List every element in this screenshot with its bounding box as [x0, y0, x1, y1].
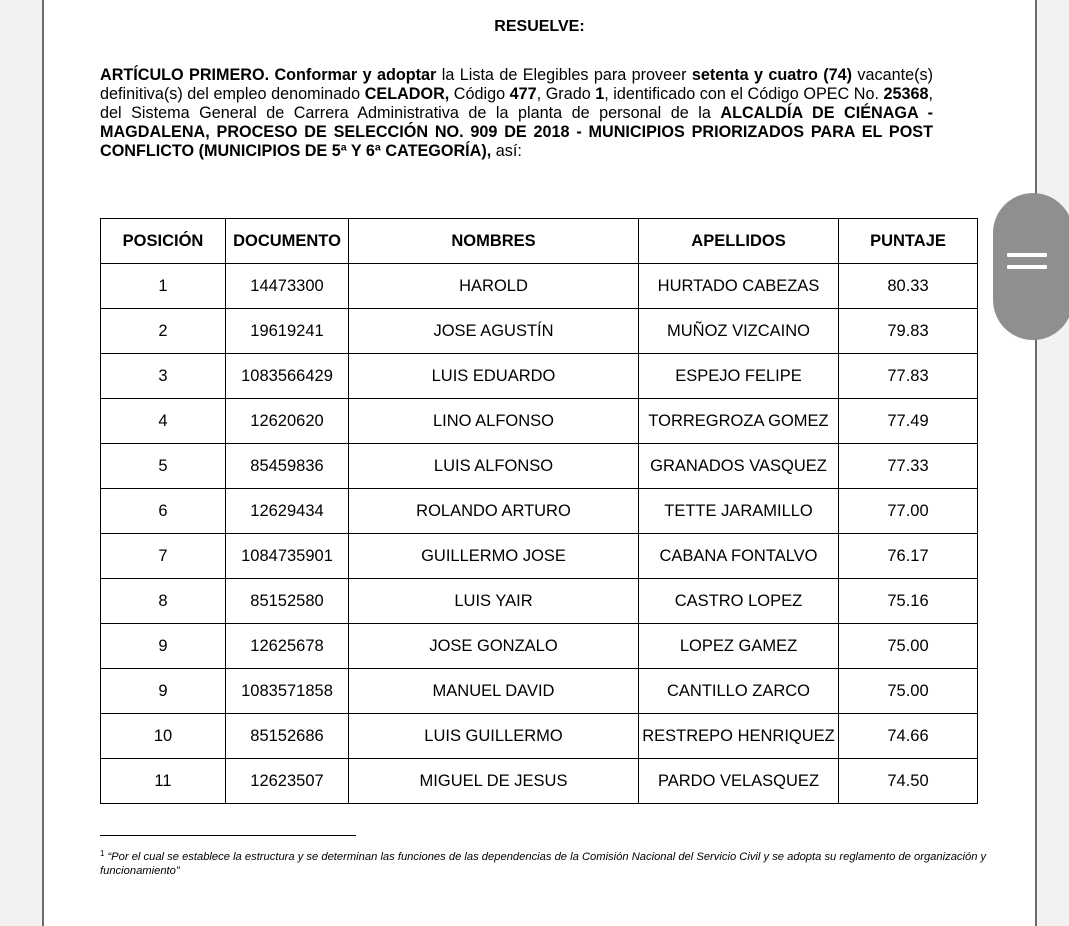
- cell-documento: 12629434: [226, 489, 349, 534]
- cell-apellidos: CABANA FONTALVO: [639, 534, 839, 579]
- table-row: [101, 264, 978, 309]
- cell-apellidos: PARDO VELASQUEZ: [639, 759, 839, 804]
- cell-apellidos: CANTILLO ZARCO: [639, 669, 839, 714]
- cell-puntaje: 77.83: [839, 354, 978, 399]
- cell-posicion: 4: [101, 399, 226, 444]
- footnote-text: “Por el cual se establece la estructura y se determinan las funciones de las dependencias de la Comisión Nacional del Servicio Civil y se adopta su reglamento de organización y funcionamiento”: [100, 851, 987, 877]
- article-text: vacante(s) definitiva(s) del empleo denominado: [100, 66, 933, 103]
- cell-puntaje: 76.17: [839, 534, 978, 579]
- table-row: [101, 309, 978, 354]
- cell-posicion: 8: [101, 579, 226, 624]
- cell-documento: 1083571858: [226, 669, 349, 714]
- cell-puntaje: 75.16: [839, 579, 978, 624]
- cell-nombres: LUIS ALFONSO: [349, 444, 639, 489]
- cell-documento: 14473300: [226, 264, 349, 309]
- table-row: [101, 534, 978, 579]
- cell-puntaje: 77.49: [839, 399, 978, 444]
- cell-puntaje: 74.66: [839, 714, 978, 759]
- cell-documento: 1084735901: [226, 534, 349, 579]
- table-row: [101, 669, 978, 714]
- cell-apellidos: RESTREPO HENRIQUEZ: [639, 714, 839, 759]
- handle-line: [1007, 253, 1047, 257]
- cell-documento: 12623507: [226, 759, 349, 804]
- cell-posicion: 7: [101, 534, 226, 579]
- cell-apellidos: MUÑOZ VIZCAINO: [639, 309, 839, 354]
- cell-documento: 85152686: [226, 714, 349, 759]
- footnote-marker: 1: [100, 849, 105, 858]
- table-row: [101, 354, 978, 399]
- cell-apellidos: ESPEJO FELIPE: [639, 354, 839, 399]
- cell-nombres: GUILLERMO JOSE: [349, 534, 639, 579]
- table-row: [101, 444, 978, 489]
- cell-puntaje: 75.00: [839, 624, 978, 669]
- cell-nombres: MANUEL DAVID: [349, 669, 639, 714]
- cell-puntaje: 77.33: [839, 444, 978, 489]
- job-title: CELADOR,: [364, 85, 450, 103]
- cell-apellidos: LOPEZ GAMEZ: [639, 624, 839, 669]
- cell-puntaje: 79.83: [839, 309, 978, 354]
- table-row: [101, 579, 978, 624]
- cell-nombres: JOSE AGUSTÍN: [349, 309, 639, 354]
- header-nombres: NOMBRES: [349, 219, 639, 264]
- cell-puntaje: 77.00: [839, 489, 978, 534]
- table-header-row: [101, 219, 978, 264]
- cell-nombres: MIGUEL DE JESUS: [349, 759, 639, 804]
- article-text: la Lista de Elegibles para proveer: [436, 66, 692, 84]
- vacancy-count: setenta y cuatro (74): [691, 66, 853, 84]
- article-text: , del Sistema General de Carrera Administrativa de la planta de personal de la: [100, 85, 934, 122]
- cell-posicion: 6: [101, 489, 226, 534]
- section-heading: RESUELVE:: [494, 18, 585, 35]
- cell-posicion: 5: [101, 444, 226, 489]
- cell-nombres: LINO ALFONSO: [349, 399, 639, 444]
- cell-apellidos: TETTE JARAMILLO: [639, 489, 839, 534]
- cell-documento: 19619241: [226, 309, 349, 354]
- cell-documento: 12620620: [226, 399, 349, 444]
- article-text: así:: [491, 142, 522, 160]
- cell-documento: 85152580: [226, 579, 349, 624]
- cell-posicion: 2: [101, 309, 226, 354]
- cell-nombres: LUIS YAIR: [349, 579, 639, 624]
- cell-puntaje: 74.50: [839, 759, 978, 804]
- cell-nombres: LUIS EDUARDO: [349, 354, 639, 399]
- header-documento: DOCUMENTO: [226, 219, 349, 264]
- eligibles-table: [100, 218, 978, 804]
- header-apellidos: APELLIDOS: [639, 219, 839, 264]
- cell-posicion: 9: [101, 669, 226, 714]
- cell-posicion: 10: [101, 714, 226, 759]
- article-text: , identificado con el Código OPEC No.: [604, 85, 884, 103]
- cell-nombres: HAROLD: [349, 264, 639, 309]
- cell-documento: 1083566429: [226, 354, 349, 399]
- cell-documento: 85459836: [226, 444, 349, 489]
- header-posicion: POSICIÓN: [101, 219, 226, 264]
- cell-puntaje: 75.00: [839, 669, 978, 714]
- table-row: [101, 624, 978, 669]
- footnote-divider: [100, 835, 356, 836]
- document-page: [42, 0, 1037, 926]
- cell-apellidos: GRANADOS VASQUEZ: [639, 444, 839, 489]
- cell-posicion: 1: [101, 264, 226, 309]
- table-row: [101, 714, 978, 759]
- article-paragraph: [100, 66, 933, 161]
- article-text: Código: [449, 85, 510, 103]
- cell-posicion: 11: [101, 759, 226, 804]
- table-row: [101, 759, 978, 804]
- cell-apellidos: TORREGROZA GOMEZ: [639, 399, 839, 444]
- article-title: ARTÍCULO PRIMERO. Conformar y adoptar: [100, 66, 437, 84]
- table-row: [101, 489, 978, 534]
- cell-nombres: ROLANDO ARTURO: [349, 489, 639, 534]
- handle-line: [1007, 265, 1047, 269]
- job-code: 477: [509, 85, 537, 103]
- cell-puntaje: 80.33: [839, 264, 978, 309]
- job-grade: 1: [595, 85, 605, 103]
- table-row: [101, 399, 978, 444]
- cell-apellidos: HURTADO CABEZAS: [639, 264, 839, 309]
- cell-posicion: 3: [101, 354, 226, 399]
- cell-posicion: 9: [101, 624, 226, 669]
- cell-nombres: LUIS GUILLERMO: [349, 714, 639, 759]
- cell-documento: 12625678: [226, 624, 349, 669]
- opec-code: 25368: [883, 85, 929, 103]
- entity-process: ALCALDÍA DE CIÉNAGA - MAGDALENA, PROCESO DE SELECCIÓN NO. 909 DE 2018 - MUNICIPIOS PRIORIZADOS PARA EL POST CONFLICTO (MUNICIPIOS DE 5ª Y 6ª CATEGORÍA),: [100, 104, 933, 160]
- article-text: , Grado: [536, 85, 596, 103]
- footnote: [100, 847, 995, 878]
- cell-nombres: JOSE GONZALO: [349, 624, 639, 669]
- scroll-handle[interactable]: [993, 193, 1069, 340]
- cell-apellidos: CASTRO LOPEZ: [639, 579, 839, 624]
- header-puntaje: PUNTAJE: [839, 219, 978, 264]
